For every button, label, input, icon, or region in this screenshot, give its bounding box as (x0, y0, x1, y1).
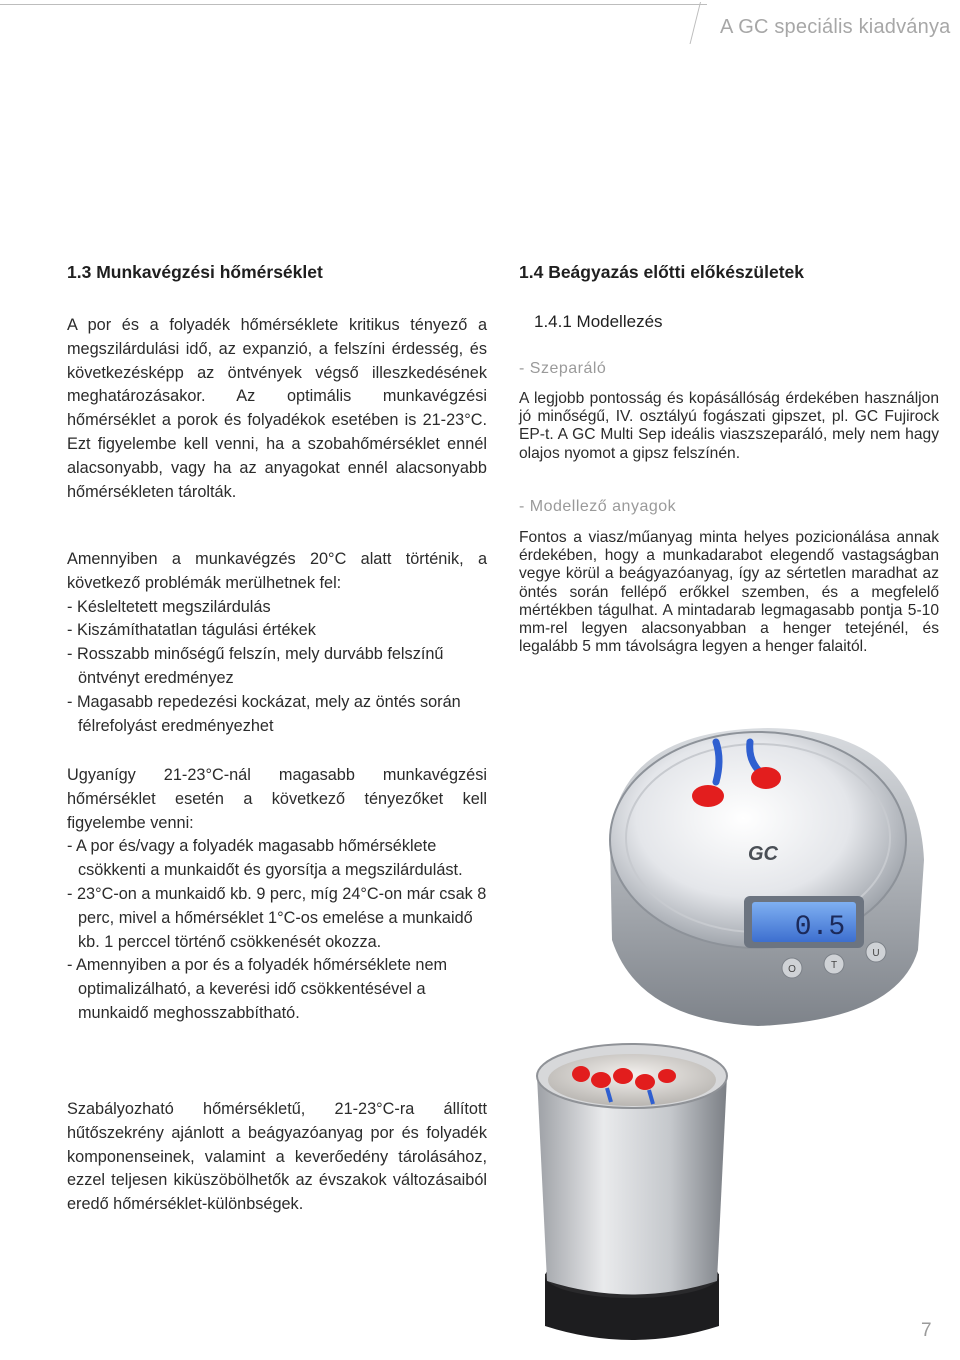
left-heading-block (67, 262, 487, 283)
modelling-subheading-block (519, 498, 939, 516)
left-paragraph-1 (67, 314, 487, 504)
sprue-left (716, 742, 719, 782)
header-title: A GC speciális kiadványa (720, 16, 951, 38)
wax-pattern (591, 1072, 611, 1088)
list-item: - 23°C-on a munkaidő kb. 9 perc, míg 24°C-on már csak 8 perc, mivel a hőmérséklet 1°C-os emelése a munkaidő kb. 1 perccel történő csökkenését okozza. (67, 883, 487, 954)
problem-list (67, 596, 487, 739)
scale-button-label: O (788, 964, 796, 975)
paragraph-separator: A legjobb pontosság és kopásállóság érdekében használjon jó minőségű, IV. osztályú fogászati gipszet, pl. GC Fujirock EP-t. A GC Multi Sep ideális viaszszeparáló, mely nem hagy olajos nyomot a gipsz felszínén. (519, 390, 939, 462)
wax-pattern-left (692, 785, 724, 807)
list-item: - Magasabb repedezési kockázat, mely az öntés során félrefolyást eredményezhet (67, 691, 487, 739)
scale-button-label: U (872, 948, 880, 959)
list-item: - Kiszámíthatatlan tágulási értékek (67, 619, 487, 643)
right-paragraph-2 (519, 529, 939, 656)
scale-button-label: T (830, 960, 838, 971)
list-item: - A por és/vagy a folyadék magasabb hőmérséklete csökkenti a munkaidőt és gyorsítja a megszilárdulást. (67, 835, 487, 883)
header-rule (0, 4, 707, 5)
wax-pattern (635, 1074, 655, 1090)
paragraph-modelling-materials: Fontos a viasz/műanyag minta helyes pozicionálása annak érdekében, hogy a munkadarabot elegendő vastagságban vegye körül a beágyazóanyag, így az sértetlen maradhat az öntés során fellépő erőkkel szemben, és a megfelelő mértékben tágulhat. A mintadarab legmagasabb pontja 5-10 mm-rel legyen alacsonyabban a henger tetejénél, és legalább 5 mm távolságra legyen a henger falaitól. (519, 529, 939, 656)
list-item: - Amennyiben a por és a folyadék hőmérséklete nem optimalizálható, a keverési idő csökkentésével a munkaidő meghosszabbítható. (67, 954, 487, 1025)
left-paragraph-3 (67, 764, 487, 1026)
paragraph-refrigerator: Szabályozható hőmérsékletű, 21-23°C-ra állított hűtőszekrény ajánlott a beágyazóanyag por és folyadék komponenseinek, valamint a keverőedény tárolásához, ezzel teljesen kiküszöbölhetők az évszakok változásaiból eredő hőmérséklet-különbségek. (67, 1100, 487, 1214)
section-heading-1-4: 1.4 Beágyazás előtti előkészületek (519, 262, 804, 282)
casting-ring-photo (527, 1036, 737, 1354)
list-item: - Késleltetett megszilárdulás (67, 596, 487, 620)
paragraph-above-23: Ugyanígy 21-23°C-nál magasabb munkavégzési hőmérséklet esetén a következő tényezőket kell figyelembe venni: (67, 766, 487, 832)
page-number: 7 (921, 1320, 932, 1341)
left-paragraph-4 (67, 1098, 487, 1217)
separator-subheading-block (519, 360, 939, 378)
right-heading-block (519, 262, 939, 283)
paragraph-below-20: Amennyiben a munkavégzés 20°C alatt történik, a következő problémák merülhetnek fel: (67, 550, 487, 592)
wax-pattern (572, 1066, 590, 1082)
scale-logo: GC (748, 843, 778, 865)
wax-pattern (613, 1068, 633, 1084)
subheading-modelling-materials: - Modellező anyagok (519, 498, 677, 515)
ring-interior (548, 1054, 716, 1106)
section-heading-1-3: 1.3 Munkavégzési hőmérséklet (67, 262, 323, 282)
header-slash (690, 2, 701, 44)
left-paragraph-2 (67, 548, 487, 738)
wax-pattern (658, 1069, 676, 1083)
wax-pattern-right (751, 767, 781, 789)
paragraph-temperature-intro: A por és a folyadék hőmérséklete kritikus tényező a megszilárdulási idő, az expanzió, a felszíni érdesség, és következésképp az öntvények végső illeszkedésének meghatározásakor. Az optimális munkavégzési hőmérséklet a porok és folyadékok esetében is 21-23°C. Ezt figyelembe kell venni, ha a szobahőmérséklet ennél alacsonyabb, vagy ha az anyagokat ennél alacsonyabb hőmérsékleten tárolták. (67, 316, 487, 501)
right-subheading-block (534, 312, 954, 332)
subheading-separator: - Szeparáló (519, 360, 607, 377)
scale-photo (598, 720, 928, 1030)
right-paragraph-1 (519, 390, 939, 463)
list-item: - Rosszabb minőségű felszín, mely durvább felszínű öntvényt eredményez (67, 643, 487, 691)
subsection-heading-1-4-1: 1.4.1 Modellezés (534, 312, 663, 331)
factor-list (67, 835, 487, 1025)
scale-display-value: 0.5 (794, 912, 846, 943)
